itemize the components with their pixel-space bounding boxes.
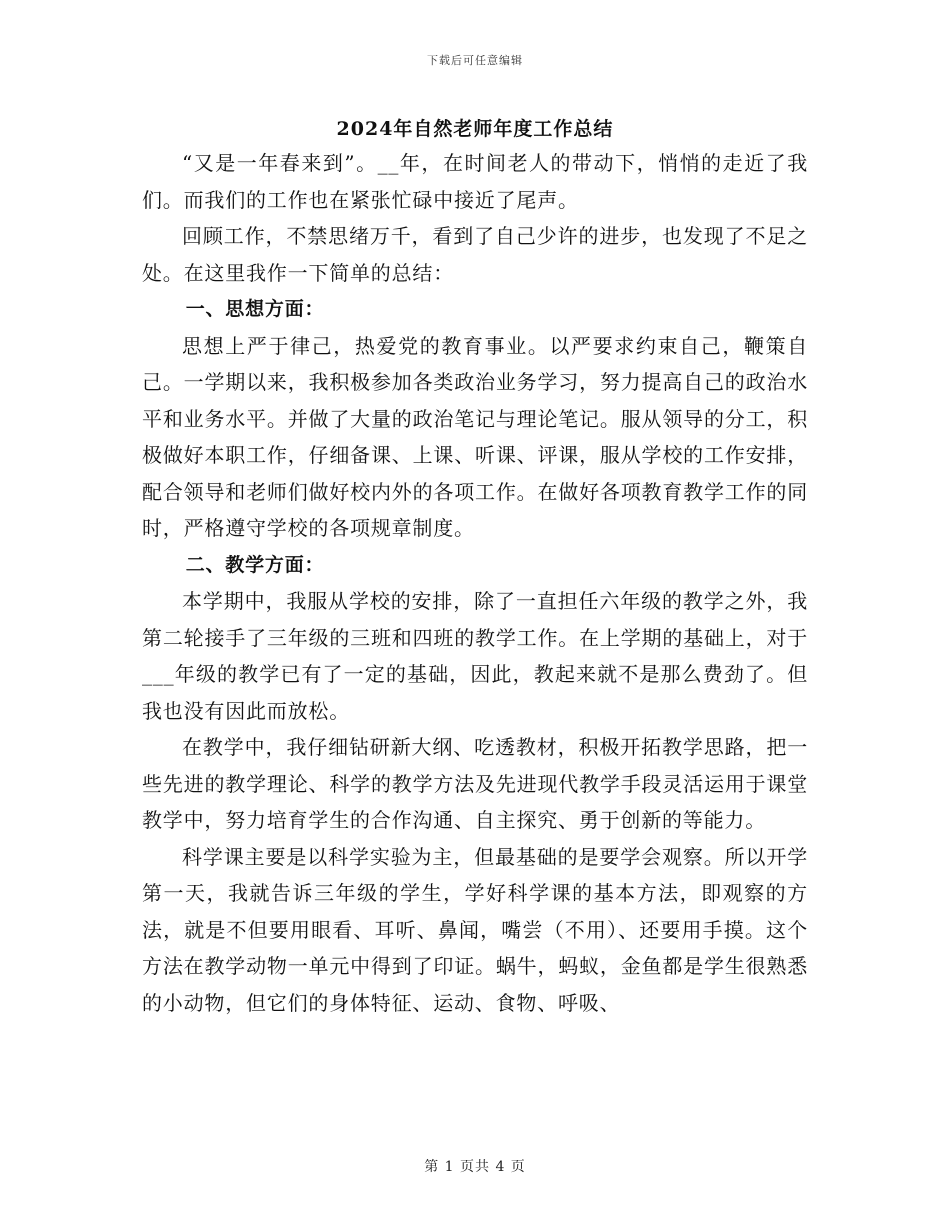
- paragraph-teaching-method: 在教学中，我仔细钻研新大纲、吃透教材，积极开拓教学思路，把一些先进的教学理论、科学的教学方法及先进现代教学手段灵活运用于课堂教学中，努力培育学生的合作沟通、自主探究、勇于创新的等能力。: [142, 735, 808, 832]
- page-number-footer: 第 1 页共 4 页: [424, 1159, 526, 1175]
- paragraph-teaching-assignment: 本学期中，我服从学校的安排，除了一直担任六年级的教学之外，我第二轮接手了三年级的三班和四班的教学工作。在上学期的基础上，对于___年级的教学已有了一定的基础，因此，教起来就不是那么费劲了。但我也没有因此而放松。: [142, 589, 808, 723]
- document-title: 2024年自然老师年度工作总结: [336, 118, 614, 140]
- document-body: [142, 145, 808, 1021]
- paragraph-intro: “又是一年春来到”。__年，在时间老人的带动下，悄悄的走近了我们。而我们的工作也在紧张忙碌中接近了尾声。: [142, 151, 808, 212]
- section-heading-teaching: 二、教学方面：: [185, 553, 325, 576]
- paragraph-review: 回顾工作，不禁思绪万千，看到了自己少许的进步，也发现了不足之处。在这里我作一下简单的总结：: [142, 224, 808, 285]
- section-heading-thought: 一、思想方面：: [185, 298, 325, 320]
- page-header-note: 下载后可任意编辑: [427, 54, 523, 67]
- paragraph-science-observation: 科学课主要是以科学实验为主，但最基础的是要学会观察。所以开学第一天，我就告诉三年级的学生，学好科学课的基本方法，即观察的方法，就是不但要用眼看、耳听、鼻闻，嘴尝（不用）、还要用手摸。这个方法在教学动物一单元中得到了印证。蜗牛，蚂蚁，金鱼都是学生很熟悉的小动物，但它们的身体特征、运动、食物、呼吸、: [142, 844, 808, 1015]
- paragraph-thought: 思想上严于律己，热爱党的教育事业。以严要求约束自己，鞭策自己。一学期以来，我积极参加各类政治业务学习，努力提高自己的政治水平和业务水平。并做了大量的政治笔记与理论笔记。服从领导的分工，积极做好本职工作，仔细备课、上课、听课、评课，服从学校的工作安排，配合领导和老师们做好校内外的各项工作。在做好各项教育教学工作的同时，严格遵守学校的各项规章制度。: [142, 333, 808, 540]
